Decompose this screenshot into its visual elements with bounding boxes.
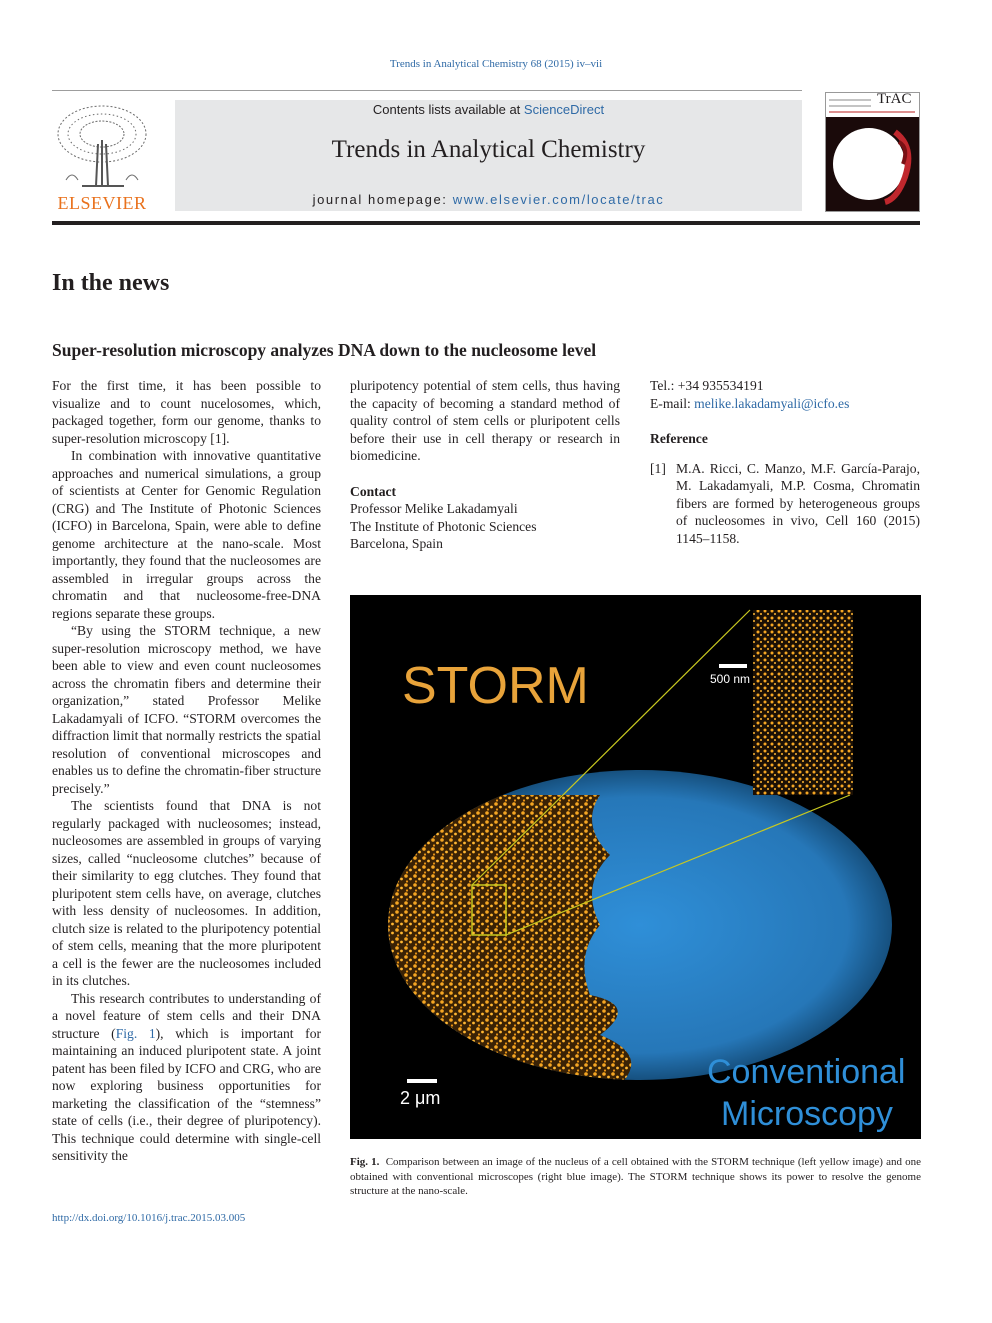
storm-label: STORM xyxy=(402,657,589,715)
article-title: Super-resolution microscopy analyzes DNA down to the nucleosome level xyxy=(52,340,597,360)
contact-email-line: E-mail: melike.lakadamyali@icfo.es xyxy=(650,395,850,411)
paragraph-4: The scientists found that DNA is not regularly packaged with nucleosomes; instead, nucleosomes are assembled in groups of varying sizes, called “nucleosome clutches” because of their similarity to egg clutches. They found that pluripotent stem cells have, on average, clutches with less density of nucleosomes. In addition, clutch size is related to the pluripotency potential of stem cells, meaning that the more pluripotent a cell is the fewer are the nucleosomes included in its clutches. xyxy=(52,798,321,988)
conventional-label-1: Conventional xyxy=(707,1053,906,1091)
header-rule xyxy=(52,90,802,91)
reference-number: [1] xyxy=(650,460,666,476)
contact-city: Barcelona, Spain xyxy=(350,536,443,551)
journal-cover xyxy=(825,92,920,212)
doi-link[interactable]: http://dx.doi.org/10.1016/j.trac.2015.03.005 xyxy=(52,1212,246,1224)
figure-caption xyxy=(350,1155,921,1199)
fig1-link[interactable]: Fig. 1 xyxy=(115,1025,156,1041)
paragraph-2: In combination with innovative quantitative approaches and numerical simulations, a group of scientists at Center for Genomic Regulation (CRG) and The Institute of Photonic Sciences (ICFO) in Barcelona, Spain, were able to define genome architecture at the nano-scale. Most importantly, they found that the nucleosomes are assembled in irregular groups across the chromatin and that nucleosome-free-DNA regions separate these groups. xyxy=(52,448,321,621)
caption-label: Fig. 1. xyxy=(350,1156,380,1168)
figure-1-image xyxy=(350,595,921,1139)
column-3 xyxy=(650,377,920,547)
column-2 xyxy=(350,377,620,553)
inset-scale-label: 500 nm xyxy=(710,672,751,686)
storm-inset xyxy=(753,610,853,795)
journal-title: Trends in Analytical Chemistry xyxy=(331,136,646,163)
paragraph-5: This research contributes to understanding of a novel feature of stem cells and their DNA structure (Fig. 1), which is important for maintaining an induced pluripotent state. A joint patent has been filed by ICFO and CRG, who are now exploring business opportunities for marketing the classification of the “stemness” state of cells (i.e., their degree of pluripotency). This technique could determine with single-cell sensitivity the xyxy=(52,990,322,1163)
homepage-link[interactable]: www.elsevier.com/locate/trac xyxy=(452,192,665,207)
paragraph-3: “By using the STORM technique, a new super-resolution microscopy method, we have been able to view and even count nucleosomes across the chromatin fibers and determine their organization,” stated Professor Melike Lakadamyali of ICFO. “STORM overcomes the diffraction limit that normally restricts the spatial resolution of conventional microscopes and enables us to define the chromatin-fiber structure precisely.” xyxy=(52,623,321,796)
cover-trac-logo: TrAC xyxy=(877,91,912,107)
reference-item xyxy=(650,460,920,548)
paragraph-1: For the first time, it has been possible to visualize and to count nucelosomes, which, packaged together, form our genome, thanks to super-resolution microscopy [1]. xyxy=(52,378,321,446)
sciencedirect-link[interactable]: ScienceDirect xyxy=(523,102,605,117)
reference-text: M.A. Ricci, C. Manzo, M.F. García-Parajo, M. Lakadamyali, M.P. Cosma, Chromatin fibers are formed by heterogeneous groups of nucleosomes in vivo, Cell 160 (2015) 1145–1158. xyxy=(676,460,920,546)
paragraph-6: pluripotency potential of stem cells, thus having the capacity of becoming a standard method of quality control of stem cells or pluripotent cells before their use in cell therapy or research in biomedicine. xyxy=(350,378,620,463)
column-1 xyxy=(52,377,321,1165)
contact-heading: Contact xyxy=(350,483,397,499)
contact-tel: Tel.: +34 935534191 xyxy=(650,378,764,393)
reference-heading: Reference xyxy=(650,431,708,446)
main-scale-label: 2 μm xyxy=(400,1088,441,1108)
contact-email-link[interactable]: melike.lakadamyali@icfo.es xyxy=(694,395,850,411)
journal-citation: Trends in Analytical Chemistry 68 (2015) iv–vii xyxy=(389,58,603,70)
journal-homepage: journal homepage: www.elsevier.com/locate/trac xyxy=(312,192,665,207)
caption-text: Comparison between an image of the nucleus of a cell obtained with the STORM technique (left yellow image) and one obtained with conventional microscopes (right blue image). The STORM technique shows its power to resolve the genome structure at the nano-scale. xyxy=(350,1156,922,1197)
conventional-label-2: Microscopy xyxy=(721,1095,893,1133)
header-thick-rule xyxy=(52,221,920,225)
section-title: In the news xyxy=(52,270,170,296)
elsevier-wordmark: ELSEVIER xyxy=(57,193,147,213)
contact-name: Professor Melike Lakadamyali xyxy=(350,501,518,516)
contents-line: Contents lists available at ScienceDirect xyxy=(372,102,605,117)
contact-institute: The Institute of Photonic Sciences xyxy=(350,518,537,534)
figure-1 xyxy=(350,595,921,1139)
